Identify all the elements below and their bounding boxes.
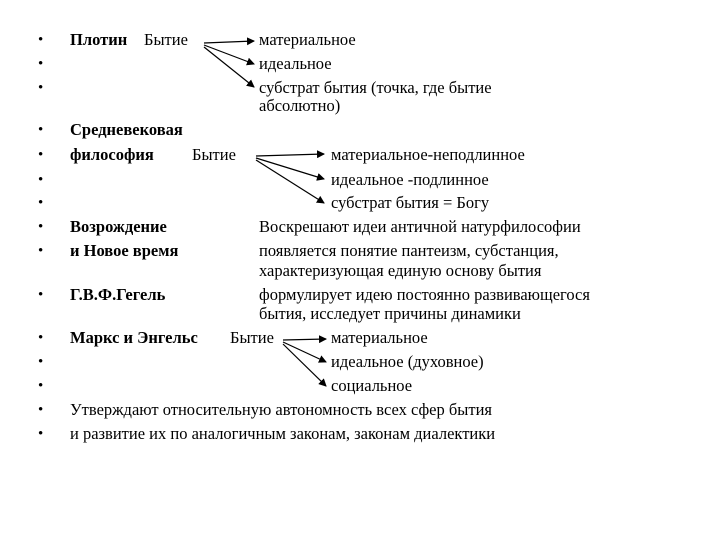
marx-item-2: идеальное (духовное) (331, 352, 484, 371)
plotin-item-3-cont: абсолютно) (259, 96, 341, 115)
marx-item-3: социальное (331, 376, 413, 395)
arrow-plotin-1 (204, 41, 254, 43)
bullet: • (38, 243, 44, 259)
bullet: • (38, 172, 44, 188)
plotin-word: Бытие (144, 30, 188, 49)
renaissance-line-3: характеризующая единую основу бытия (259, 261, 542, 280)
arrow-medieval-3 (256, 160, 324, 203)
bullet: • (38, 219, 44, 235)
arrow-marx-3 (283, 344, 326, 386)
bullet: • (38, 80, 44, 96)
arrow-medieval-2 (256, 158, 324, 179)
bullet: • (38, 195, 44, 211)
bullet: • (38, 287, 44, 303)
plotin-item-2: идеальное (259, 54, 332, 73)
medieval-word: Бытие (192, 145, 236, 164)
arrow-marx-2 (283, 342, 326, 362)
renaissance-label-1: Возрождение (70, 217, 167, 236)
renaissance-line-1: Воскрешают идеи античной натурфилософии (259, 217, 581, 236)
arrow-marx-1 (283, 339, 326, 340)
medieval-item-1: материальное-неподлинное (331, 145, 525, 164)
renaissance-line-2: появляется понятие пантеизм, субстанция, (259, 241, 559, 260)
arrow-medieval-1 (256, 154, 324, 156)
medieval-label-2: философия (70, 145, 154, 164)
medieval-label-1: Средневековая (70, 120, 183, 139)
marx-word: Бытие (230, 328, 274, 347)
bullet: • (38, 147, 44, 163)
hegel-name: Г.В.Ф.Гегель (70, 285, 166, 304)
bullet: • (38, 122, 44, 138)
plotin-name: Плотин (70, 30, 128, 49)
conclusion-line-2: и развитие их по аналогичным законам, законам диалектики (70, 424, 496, 443)
bullet: • (38, 56, 44, 72)
arrow-plotin-3 (204, 47, 254, 87)
bullet: • (38, 32, 44, 48)
marx-item-1: материальное (331, 328, 428, 347)
marx-name: Маркс и Энгельс (70, 328, 198, 347)
arrow-plotin-2 (204, 45, 254, 64)
plotin-item-1: материальное (259, 30, 356, 49)
hegel-line-2: бытия, исследует причины динамики (259, 304, 521, 323)
medieval-item-3: субстрат бытия = Богу (331, 193, 490, 212)
bullet: • (38, 354, 44, 370)
conclusion-line-1: Утверждают относительную автономность всех сфер бытия (70, 400, 492, 419)
bullet: • (38, 402, 44, 418)
bullet: • (38, 426, 44, 442)
hegel-line-1: формулирует идею постоянно развивающегося (259, 285, 590, 304)
renaissance-label-2: и Новое время (70, 241, 179, 260)
medieval-item-2: идеальное -подлинное (331, 170, 489, 189)
bullet: • (38, 378, 44, 394)
bullet: • (38, 330, 44, 346)
plotin-item-3: субстрат бытия (точка, где бытие (259, 78, 492, 97)
